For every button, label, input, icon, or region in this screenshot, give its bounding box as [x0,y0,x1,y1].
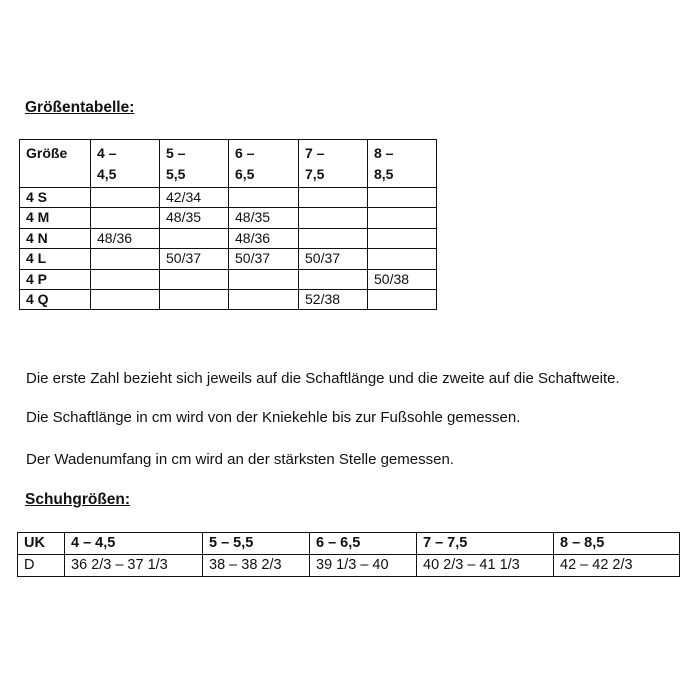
table-cell: 52/38 [299,290,368,310]
size-table-title: Größentabelle: [25,99,135,116]
size-range-end: 7,5 [305,166,325,182]
table-cell: 48/36 [229,228,299,248]
size-range-end: 5,5 [166,166,186,182]
table-cell: 48/35 [160,208,229,228]
table-cell: 50/37 [299,249,368,269]
table-cell: 42/34 [160,188,229,208]
shoe-table-title: Schuhgrößen: [25,491,131,508]
table-cell [368,228,437,248]
table-cell [91,290,160,310]
table-cell: 38 – 38 2/3 [203,555,310,577]
size-label: 4 N [20,228,91,248]
table-cell [299,188,368,208]
size-range-end: 8,5 [374,166,394,182]
table-cell: 36 2/3 – 37 1/3 [65,555,203,577]
table-cell: 42 – 42 2/3 [554,555,680,577]
shoe-table-header: 6 – 6,5 [310,533,417,555]
table-cell [229,269,299,289]
table-row [20,290,437,310]
table-row [20,228,437,248]
table-cell [160,228,229,248]
shoe-table-header: 4 – 4,5 [65,533,203,555]
table-cell [229,188,299,208]
size-table-header [229,140,299,188]
size-range-start: 8 – [374,145,394,161]
size-table-header-row [20,140,437,188]
table-cell: 39 1/3 – 40 [310,555,417,577]
table-cell [299,208,368,228]
table-cell [91,188,160,208]
size-range-start: 7 – [305,145,325,161]
table-cell [91,249,160,269]
table-row [18,555,680,577]
size-table-header [91,140,160,188]
shoe-table-header: 5 – 5,5 [203,533,310,555]
table-cell: 48/36 [91,228,160,248]
size-table-header [299,140,368,188]
size-label: 4 M [20,208,91,228]
table-cell [368,249,437,269]
shoe-table-header-row [18,533,680,555]
size-range-start: 4 – [97,145,117,161]
paragraph-shaft-length: Die Schaftlänge in cm wird von der Kniekehle bis zur Fußsohle gemessen. [26,409,521,426]
table-cell: 50/38 [368,269,437,289]
table-cell: 50/37 [229,249,299,269]
table-cell [299,269,368,289]
table-cell [91,269,160,289]
size-label: 4 P [20,269,91,289]
table-cell [229,290,299,310]
shoe-table-header: 7 – 7,5 [417,533,554,555]
table-cell [160,290,229,310]
table-row [20,188,437,208]
table-cell: 48/35 [229,208,299,228]
shoe-table-header: 8 – 8,5 [554,533,680,555]
size-range-start: 6 – [235,145,255,161]
table-cell: 50/37 [160,249,229,269]
size-table-header [160,140,229,188]
size-range-end: 4,5 [97,166,117,182]
shoe-size-table [17,532,680,577]
size-label: 4 L [20,249,91,269]
shoe-table-header: UK [18,533,65,555]
table-cell [368,290,437,310]
size-label: 4 S [20,188,91,208]
table-cell: 40 2/3 – 41 1/3 [417,555,554,577]
size-range-end: 6,5 [235,166,255,182]
table-cell [368,188,437,208]
table-row [20,249,437,269]
table-cell: D [18,555,65,577]
size-table-header [368,140,437,188]
table-cell [160,269,229,289]
size-table-header: Größe [20,140,91,188]
size-label: 4 Q [20,290,91,310]
table-cell [299,228,368,248]
table-row [20,208,437,228]
table-cell [91,208,160,228]
paragraph-calf-circumference: Der Wadenumfang in cm wird an der stärksten Stelle gemessen. [26,451,454,468]
table-cell [368,208,437,228]
paragraph-shaft-explanation: Die erste Zahl bezieht sich jeweils auf die Schaftlänge und die zweite auf die Schaftweite. [26,370,620,387]
size-range-start: 5 – [166,145,186,161]
table-row [20,269,437,289]
size-table [19,139,437,310]
